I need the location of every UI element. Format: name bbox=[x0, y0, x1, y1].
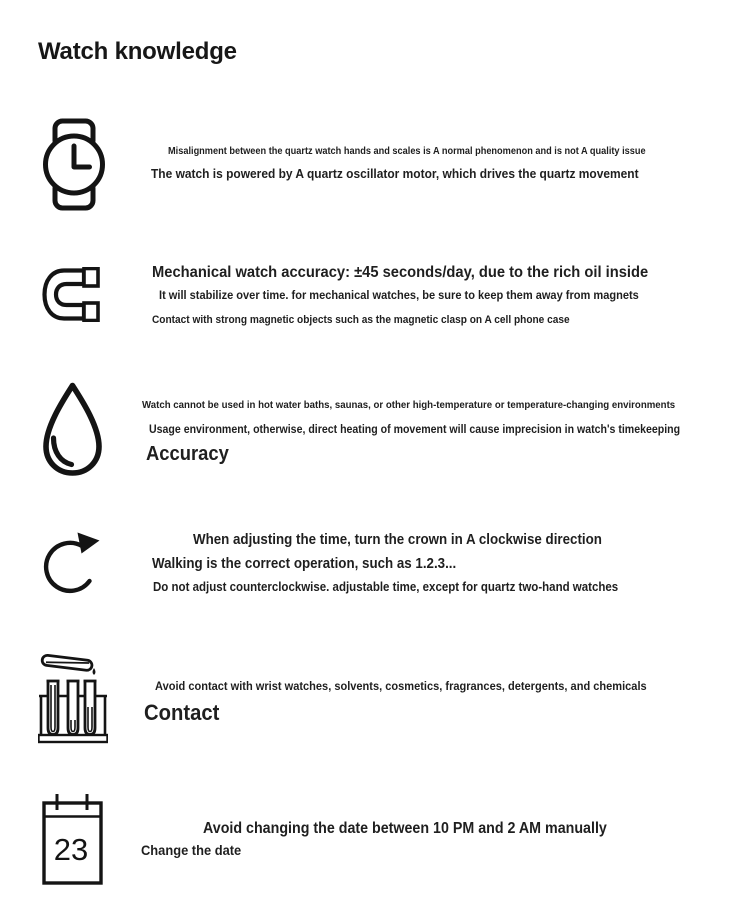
magnet-accuracy-heading: Mechanical watch accuracy: ±45 seconds/day, due to the rich oil inside bbox=[152, 264, 649, 281]
chemicals-note: Avoid contact with wrist watches, solvents, cosmetics, fragrances, detergents, and chemicals bbox=[155, 679, 647, 693]
magnet-stabilize-text: It will stabilize over time. for mechanical watches, be sure to keep them away from magnets bbox=[159, 288, 639, 302]
quartz-misalignment-note: Misalignment between the quartz watch hands and scales is A normal phenomenon and is not A quality issue bbox=[168, 146, 646, 157]
clockwise-adjust-heading: When adjusting the time, turn the crown in A clockwise direction bbox=[193, 532, 602, 548]
watch-icon bbox=[42, 118, 106, 211]
hot-water-note: Watch cannot be used in hot water baths, saunas, or other high-temperature or temperature-changing environments bbox=[142, 399, 676, 411]
date-change-heading: Avoid changing the date between 10 PM and 2 AM manually bbox=[203, 820, 607, 837]
test-tubes-icon bbox=[38, 652, 108, 744]
accuracy-heading: Accuracy bbox=[146, 443, 229, 465]
change-date-label: Change the date bbox=[141, 842, 242, 858]
quartz-movement-text: The watch is powered by A quartz oscillator motor, which drives the quartz movement bbox=[151, 166, 639, 181]
usage-environment-text: Usage environment, otherwise, direct heating of movement will cause imprecision in watch's timekeeping bbox=[149, 424, 681, 436]
counterclockwise-note: Do not adjust counterclockwise. adjustable time, except for quartz two-hand watches bbox=[153, 580, 619, 594]
walking-operation-text: Walking is the correct operation, such as 1.2.3... bbox=[152, 556, 457, 572]
clockwise-arrow-icon bbox=[43, 527, 100, 604]
calendar-icon bbox=[42, 793, 103, 885]
water-drop-icon bbox=[39, 381, 106, 477]
magnet-contact-note: Contact with strong magnetic objects such as the magnetic clasp on A cell phone case bbox=[152, 314, 570, 326]
page-title: Watch knowledge bbox=[38, 38, 237, 65]
calendar-day: 23 bbox=[53, 832, 89, 867]
magnet-icon bbox=[41, 267, 105, 322]
contact-heading: Contact bbox=[144, 700, 220, 725]
